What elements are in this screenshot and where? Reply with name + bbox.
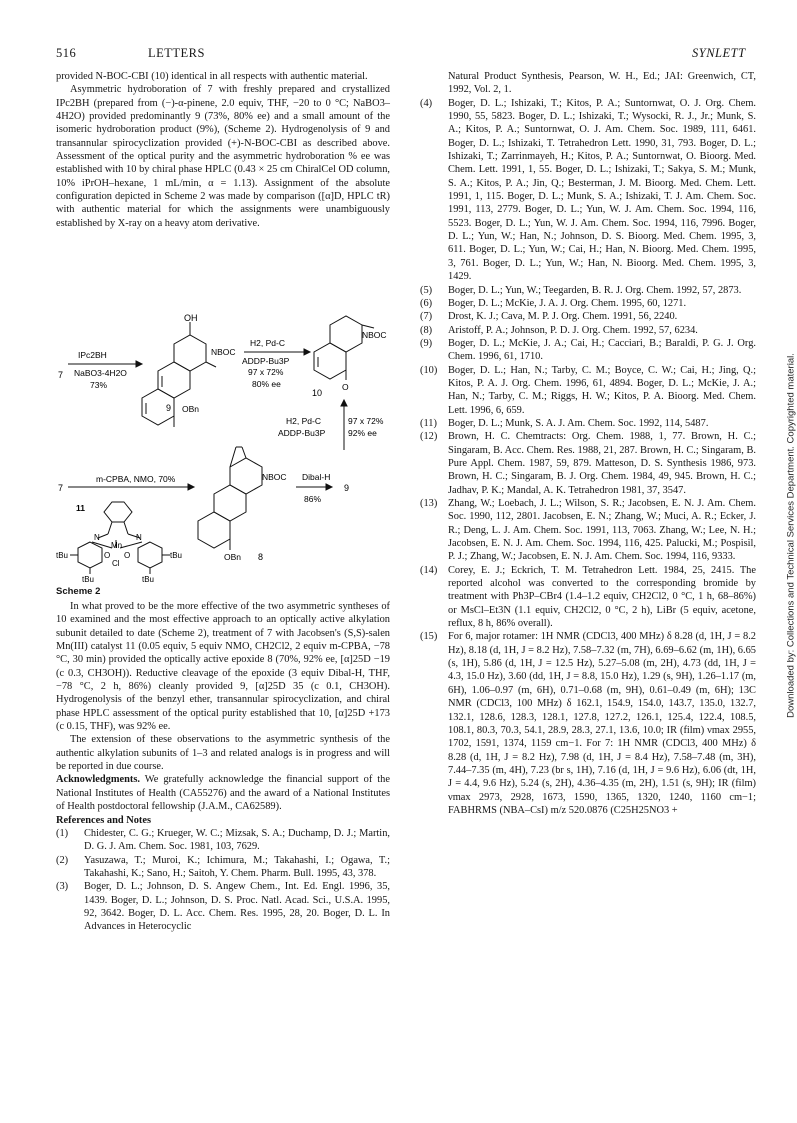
nboc-label-2: NBOC <box>262 472 287 482</box>
compound-7-label: 7 <box>58 370 64 380</box>
label-oh: OH <box>184 313 198 323</box>
section-title: LETTERS <box>148 46 205 60</box>
compound-7-label-2: 7 <box>58 483 64 493</box>
reference-item: (10) Boger, D. L.; Han, N.; Tarby, C. M.; Boyce, C. W.; Cai, H.; Jing, Q.; Kitos, P. A. J. Org. Chem. 1996, 61, 4894. Boger, D. L.; McKie, J. A.; Han, N.; Tarby, C. M.; Riggs, H. W.; Kitos, P. A. Bioorg. Med. Chem. Lett. 1996, 6, 659. <box>420 364 756 416</box>
ring <box>330 316 362 352</box>
ring <box>214 485 246 521</box>
ring <box>158 362 190 398</box>
reagent-h2-pd-2: H2, Pd-C <box>286 416 321 426</box>
compound-9-label-2: 9 <box>344 483 350 493</box>
reference-item: (15) For 6, major rotamer: 1H NMR (CDCl3, 400 MHz) δ 8.28 (d, 1H, J = 8.2 Hz), 8.18 (d, 1H, J = 8.2 Hz), 7.58–7.32 (m, 7H), 6.69–6.62 (m, 1H), 6.65 (s, 1H), 5.86 (d, 1H, J = 12.5 Hz), 5.27–5.08 (m, 2H), 4.73 (dd, 1H, J = 4.3, 15.0 Hz), 3.60 (dd, 1H, J = 8.8, 15.0 Hz), 1.29 (s, 9H), 1.26–1.17 (m, 6H), 1.06–0.97 (m, 6H), 0.71–0.68 (m, 9H), 0.61–0.49 (m, 6H); 13C NMR (CDCl3, 100 MHz) δ 162.1, 154.9, 154.0, 143.7, 135.0, 132.7, 132.1, 128.6, 128.3, 128.1, 127.8, 127.2, 126.1, 125.4, 122.4, 108.5, 108.1, 80.3, 70.3, 54.1, 28.9, 28.3, 27.1, 13.6, 10.0; IR (film) νmax 2955, 1702, 1591, 1374, 1159 cm−1. For 7: 1H NMR (CDCl3, 400 MHz) δ 8.28 (d, 1H, J = 8.2 Hz), 7.98 (d, 1H, J = 8.4 Hz), 7.58–7.48 (m, 3H), 7.44–7.35 (m, 4H), 7.23 (br s, 1H), 7.16 (d, 1H, J = 9.6 Hz), 6.06 (dt, 1H, J = 4.4, 9.6 Hz), 5.24 (s, 2H), 4.36–4.35 (m, 2H), 1.51 (s, 9H); IR (film) νmax 2973, 2928, 1673, 1590, 1365, 1320, 1240, 1160 cm−1; FABHRMS (NBA–CsI) m/z 520.0876 (C25H25NO3 + <box>420 631 756 816</box>
yield-86: 86% <box>304 494 322 504</box>
ring <box>174 335 206 371</box>
ee-80: 80% ee <box>252 379 281 389</box>
reference-item: (1) Chidester, C. G.; Krueger, W. C.; Mizsak, S. A.; Duchamp, D. J.; Martin, D. G. J. Am. Chem. Soc. 1981, 103, 7629. <box>56 827 390 853</box>
ack-heading: Acknowledgments. <box>56 774 140 786</box>
cl-label: Cl <box>112 559 120 568</box>
paragraph: In what proved to be the more effective of the two asymmetric syntheses of 10 examined and the most effective approach to an optically active alkylation subunit detailed to date (Scheme 2), treatment of 7 with Jacobsen's (S,S)-salen Mn(III) catalyst 11 (0.05 equiv, 5 equiv NMO, CH2Cl2, 2 equiv m-CPBA, −78 °C, 30 min) provided the optically active epoxide 8 (70%, 92% ee, [α]25D −19 (c 0.3, CH3OH)). Reductive cleavage of the epoxide (3 equiv Dibal-H, THF, −78 °C, 2 h, 86%) cleanly provided 9, [α]25D 35 (c 0.1, CH3OH). Hydrogenolysis of the benzyl ether, transannular spirocyclization, and chiral phase HPLC assessment of the optical purity established that 10, [α]25D +173 (c 0.15, THF), was 92% ee. <box>56 601 390 733</box>
ee-92: 92% ee <box>348 428 377 438</box>
compound-11-label: 11 <box>76 503 85 513</box>
reference-item: (5) Boger, D. L.; Yun, W.; Teegarden, B. R. J. Org. Chem. 1992, 57, 2873. <box>420 284 742 296</box>
ring <box>104 502 132 522</box>
journal-name: SYNLETT <box>692 46 746 60</box>
salen-o: O <box>104 551 111 560</box>
yield-97x72: 97 x 72% <box>248 367 284 377</box>
download-notice-text: Downloaded by: Collections and Technical Services Department. Copyrighted material. <box>785 353 797 718</box>
yield-97x72-2: 97 x 72% <box>348 416 384 426</box>
salen-n-2: N <box>136 533 142 542</box>
reagent-addp-2: ADDP-Bu3P <box>278 428 326 438</box>
paragraph: provided N-BOC-CBI (10) identical in all respects with authentic material. <box>56 71 368 82</box>
page-number: 516 <box>56 46 77 60</box>
references-heading: References and Notes <box>56 814 152 826</box>
reference-item: (12) Brown, H. C. Chemtracts: Org. Chem. 1988, 1, 77. Brown, H. C.; Singaram, B. Acc. Chem. Res. 1988, 21, 287. Brown, H. C.; Singaram, B. Pure Appl. Chem. 1987, 59, 879. Matteson, D. S. Synthesis 1986, 973. Brown, H. C.; Singaram, B. J. Org. Chem. 1984, 49, 945. Brown, H. C.; Jadhav, P. K.; Mandal, A. K. Tetrahedron 1981, 37, 3547. <box>420 431 756 496</box>
ack-text: We gratefully acknowledge the financial support of the National Institutes of Health (CA55276) and the award of a National Institutes of Health postdoctoral fellowship (J.A.M., CA62589). <box>56 774 390 813</box>
reference-item: (9) Boger, D. L.; McKie, J. A.; Cai, H.; Cacciari, B.; Baraldi, P. G. J. Org. Chem. 1996, 61, 1710. <box>420 337 756 363</box>
obn-label-2: OBn <box>224 552 242 562</box>
yield-73: 73% <box>90 380 108 390</box>
reference-item: (6) Boger, D. L.; McKie, J. A. J. Org. Chem. 1995, 60, 1271. <box>420 297 687 309</box>
reagent-h2-pd: H2, Pd-C <box>250 338 285 348</box>
compound-9-label: 9 <box>166 403 172 413</box>
reference-item: (11) Boger, D. L.; Munk, S. A. J. Am. Chem. Soc. 1992, 114, 5487. <box>420 417 709 429</box>
nboc-label: NBOC <box>362 330 387 340</box>
left-column-top <box>56 70 390 230</box>
ring <box>138 542 162 568</box>
reagent-dibal: Dibal-H <box>302 472 331 482</box>
carbonyl-o: O <box>342 382 349 392</box>
compound-8-label: 8 <box>258 552 264 562</box>
scheme-2 <box>56 312 390 584</box>
reference-item: (14) Corey, E. J.; Eckrich, T. M. Tetrahedron Lett. 1984, 25, 2415. The reported alcohol was converted to the corresponding bromide by treatment with Ph3P–CBr4 (1.4–1.2 equiv, CH2Cl2, 0 °C, 1 h, 68–86%) or MsCl–Et3N (1.1 equiv, CH2Cl2, 0 °C, 2 h), LiBr (5 equiv, acetone, reflux, 8 h, 86% overall). <box>420 564 756 630</box>
tbu-label-2: tBu <box>170 551 183 560</box>
mn-label: Mn <box>111 541 123 550</box>
paragraph: The extension of these observations to the asymmetric synthesis of the authentic alkylation subunits of 1–3 and related analogs is in progress and will be reported in due course. <box>56 734 390 773</box>
reference-item: (13) Zhang, W.; Loebach, J. L.; Wilson, S. R.; Jacobsen, E. N. J. Am. Chem. Soc. 1990, 112, 2801. Jacobsen, E. N.; Zhang, W.; Muci, A. R.; Ecker, J. R.; Deng, L. J. Am. Chem. Soc. 1991, 113, 7063. Zhang, W.; Lee, N. H.; Jacobsen, E. N. J. Am. Chem. Soc. 1994, 116, 425. Palucki, M.; Pospisil, P. J.; Zhang, W.; Jacobsen, E. N. J. Am. Chem. Soc. 1994, 116, 9333. <box>420 498 756 563</box>
right-column-references <box>420 70 756 817</box>
salen-o-2: O <box>124 551 131 560</box>
tbu-label: tBu <box>56 551 69 560</box>
scheme-drawing <box>56 312 390 584</box>
tbu-label-3: tBu <box>82 575 95 584</box>
compound-10-label: 10 <box>312 388 323 398</box>
reagent-addp: ADDP-Bu3P <box>242 356 290 366</box>
left-column-bottom <box>56 600 390 934</box>
reference-item: (3) Boger, D. L.; Johnson, D. S. Angew Chem., Int. Ed. Engl. 1996, 35, 1439. Boger, D. L.; Johnson, D. S. Proc. Natl. Acad. Sci., U.S.A. 1995, 92, 3642. Boger, D. L. Acc. Chem. Res. 1995, 28, 20. Boger, D. L. In Advances in Heterocyclic <box>56 881 390 933</box>
ring <box>78 542 102 568</box>
reagent-nabo3: NaBO3-4H2O <box>74 368 127 378</box>
reference-item: (8) Aristoff, P. A.; Johnson, P. D. J. Org. Chem. 1992, 57, 6234. <box>420 324 698 336</box>
acknowledgments <box>56 773 390 813</box>
tbu-label-4: tBu <box>142 575 155 584</box>
ring <box>314 343 346 379</box>
reference-item: (2) Yasuzawa, T.; Muroi, K.; Ichimura, M.; Takahashi, I.; Ogawa, T.; Takahashi, K.; Sano, H.; Saitoh, Y. Chem. Pharm. Bull. 1995, 43, 378. <box>56 854 390 879</box>
reference-item: Natural Product Synthesis, Pearson, W. H., Ed.; JAI: Greenwich, CT, 1992, Vol. 2, 1. <box>448 71 756 96</box>
reference-item: (7) Drost, K. J.; Cava, M. P. J. Org. Chem. 1991, 56, 2240. <box>420 311 678 323</box>
reference-item: (4) Boger, D. L.; Ishizaki, T.; Kitos, P. A.; Suntornwat, O. J. Org. Chem. 1990, 55, 5823. Boger, D. L.; Ishizaki, T.; Wysocki, R. J., Jr.; Munk, S. A.; Kitos, P. A.; Suntornwat, O. J. Am. Chem. Soc. 1989, 111, 6461. Boger, D. L.; Ishizaki, T. Tetrahedron Lett. 1990, 31, 793. Boger, D. L.; Ishizaki, T.; Zarrinmayeh, H.; Kitos, P. A.; Suntornwat, O. Bioorg. Med. Chem. Lett. 1991, 1, 55. Boger, D. L.; Ishizaki, T.; Sakya, S. M.; Munk, S. A.; Kitos, P. A.; Jin, Q.; Besterman, J. M. Bioorg. Med. Chem. Lett. 1991, 1, 115. Boger, D. L.; Munk, S. A.; Ishizaki, T. J. Am. Chem. Soc. 1991, 113, 2779. Boger, D. L.; Yun, W. J. Am. Chem. Soc. 1994, 116, 5523. Boger, D. L.; Yun, W. J. Am. Chem. Soc. 1994, 116, 7996. Boger, D. L.; Yun, W.; Han, N.; Johnson, D. S. Bioorg. Med. Chem. 1995, 3, 611. Boger, D. L.; Yun, W.; Cai, H.; Han, N. Bioorg. Med. Chem. 1995, 3, 761. Boger, D. L.; Yun, W.; Han, N. Bioorg. Med. Chem. 1995, 3, 1429. <box>420 97 756 283</box>
reagent-ipc: IPc2BH <box>78 350 107 360</box>
reagent-mcpba: m-CPBA, NMO, 70% <box>96 474 176 484</box>
download-notice <box>781 330 797 750</box>
obn-label: OBn <box>182 404 200 414</box>
ring <box>230 458 262 494</box>
paragraph: Asymmetric hydroboration of 7 with freshly prepared and crystallized IPc2BH (prepared from (−)-α-pinene, 2.0 equiv, THF, −20 to 0 °C; NaBO3–4H2O) provided predominantly 9 (73%, 80% ee) and a small amount of the isomeric hydroboration product (9%), (Scheme 2). Hydrogenolysis of 9 and transannular spirocyclization provided (+)-N-BOC-CBI as described above. Assessment of the optical purity and the asymmetric hydroboration % ee was established with 10 by chiral phase HPLC (0.43 × 25 cm ChiralCel OD column, 10% iPrOH–hexane, 1 mL/min, α = 1.13). Assignment of the absolute configuration depicted in Scheme 2 was made by comparison ([α]D, HPLC tR) with authentic material for which the assignments were unambiguously established by X-ray on a heavy atom derivative. <box>56 84 390 229</box>
salen-n: N <box>94 533 100 542</box>
nboc-label: NBOC <box>211 347 236 357</box>
ring <box>198 512 230 548</box>
scheme-caption: Scheme 2 <box>56 586 101 597</box>
